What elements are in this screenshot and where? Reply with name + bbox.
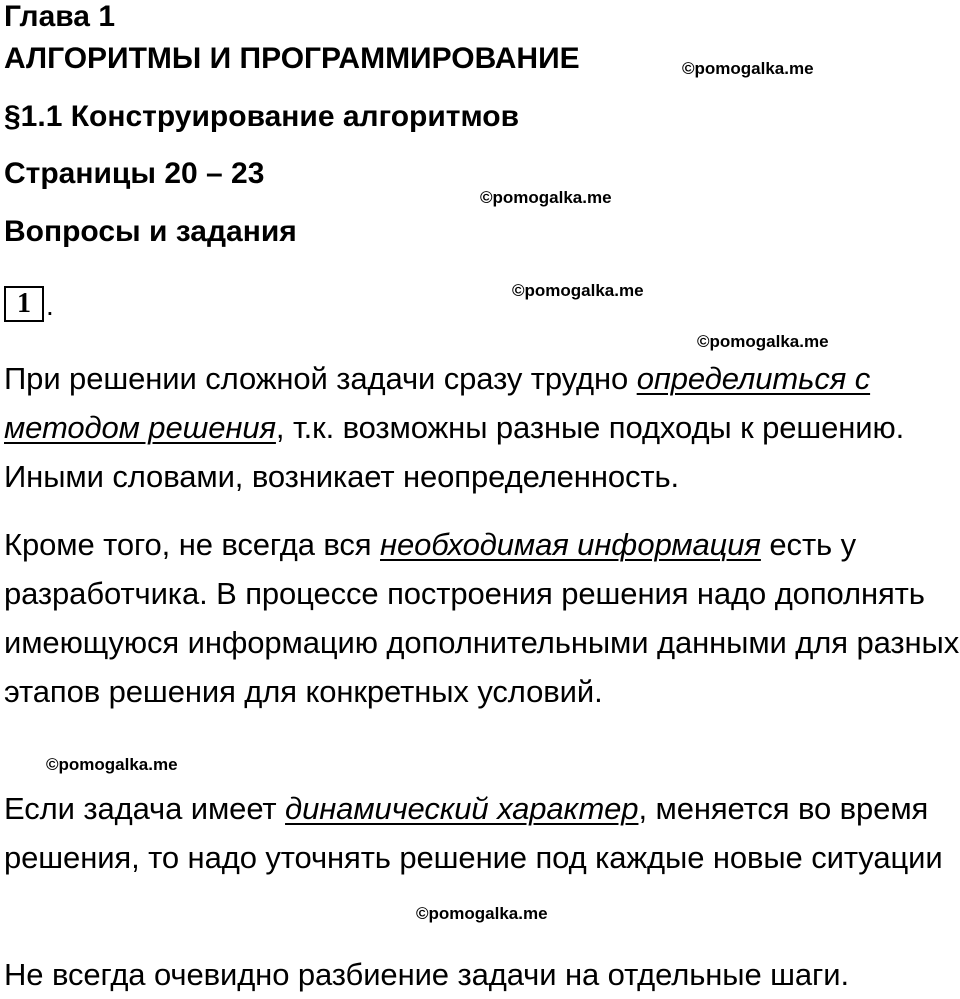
- answer-paragraph-1: [4, 354, 960, 501]
- watermark: ©pomogalka.me: [697, 332, 829, 351]
- chapter-label: Глава 1: [4, 0, 116, 33]
- watermark: ©pomogalka.me: [682, 59, 814, 78]
- answer-paragraph-2: [4, 520, 960, 716]
- watermark: ©pomogalka.me: [46, 755, 178, 774]
- pages-range: Страницы 20 – 23: [4, 157, 265, 190]
- chapter-title: АЛГОРИТМЫ И ПРОГРАММИРОВАНИЕ: [4, 42, 580, 75]
- emphasized-term: определиться с методом решения: [4, 361, 871, 445]
- task-number-dot: .: [46, 290, 54, 321]
- paragraph-text: , меняется во время решения, то надо уточнять решение под каждые новые ситуации: [4, 791, 943, 875]
- answer-paragraph-4: Не всегда очевидно разбиение задачи на отдельные шаги.: [4, 957, 849, 992]
- emphasized-term: необходимая информация: [380, 527, 761, 562]
- paragraph-text: При решении сложной задачи сразу трудно: [4, 361, 637, 396]
- paragraph-text: Кроме того, не всегда вся: [4, 527, 380, 562]
- paragraph-text: есть у разработчика. В процессе построения решения надо дополнять имеющуюся информацию дополнительными данными для разных этапов решения для конкретных условий.: [4, 527, 960, 709]
- questions-heading: Вопросы и задания: [4, 215, 297, 248]
- watermark: ©pomogalka.me: [480, 188, 612, 207]
- watermark: ©pomogalka.me: [416, 904, 548, 923]
- paragraph-text: , т.к. возможны разные подходы к решению. Иными словами, возникает неопределенность.: [4, 410, 905, 494]
- paragraph-text: Если задача имеет: [4, 791, 286, 826]
- watermark: ©pomogalka.me: [512, 281, 644, 300]
- answer-paragraph-3: [4, 784, 960, 882]
- task-number-box: 1: [4, 286, 44, 322]
- section-title: §1.1 Конструирование алгоритмов: [4, 100, 520, 133]
- emphasized-term: динамический характер: [285, 791, 639, 826]
